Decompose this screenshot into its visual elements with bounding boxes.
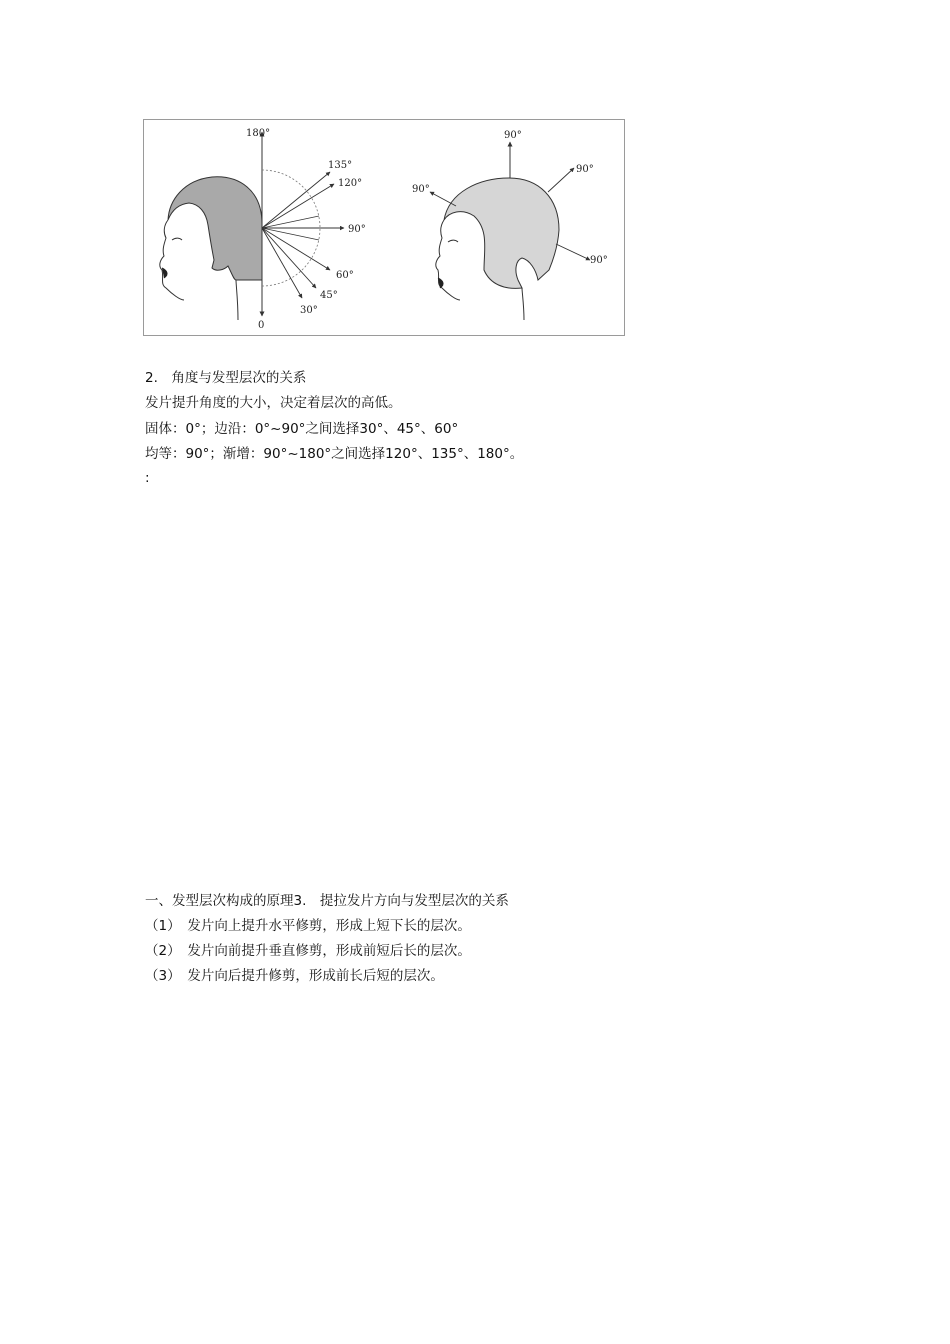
section3-item-2: （2） 发片向前提升垂直修剪，形成前短后长的层次。 xyxy=(145,943,471,959)
right-face-profile xyxy=(436,220,460,300)
label-0: 0 xyxy=(258,320,265,331)
left-eye xyxy=(172,238,182,240)
label-90-lower-right: 90° xyxy=(590,255,608,266)
left-hair-shape xyxy=(168,177,262,280)
label-60: 60° xyxy=(336,270,354,281)
label-90-upper-right: 90° xyxy=(576,164,594,175)
right-hair-shape xyxy=(444,178,559,288)
section3-item-1: （1） 发片向上提升水平修剪，形成上短下长的层次。 xyxy=(145,918,471,934)
left-head xyxy=(160,177,262,320)
left-face-profile xyxy=(160,220,184,300)
left-neck xyxy=(236,280,238,320)
right-eye xyxy=(448,240,458,242)
label-90-top: 90° xyxy=(504,130,522,141)
label-45: 45° xyxy=(320,290,338,301)
label-90: 90° xyxy=(348,224,366,235)
section3-item-3: （3） 发片向后提升修剪，形成前长后短的层次。 xyxy=(145,968,444,984)
label-90-left: 90° xyxy=(412,184,430,195)
label-135: 135° xyxy=(328,160,353,171)
label-180: 180° xyxy=(246,128,271,139)
section2-line-uniform: 均等：90°；渐增：90°~180°之间选择120°、135°、180°。 xyxy=(145,446,524,462)
hair-angle-figure xyxy=(143,119,625,336)
section2-sentence: 发片提升角度的大小，决定着层次的高低。 xyxy=(145,395,402,411)
hair-angle-diagram xyxy=(144,120,624,335)
label-120: 120° xyxy=(338,178,363,189)
section2-colon: : xyxy=(145,470,150,486)
right-neck xyxy=(522,288,524,320)
section3-heading: 一、发型层次构成的原理3. 提拉发片方向与发型层次的关系 xyxy=(145,893,509,909)
right-head xyxy=(436,178,559,320)
label-30: 30° xyxy=(300,305,318,316)
section2-heading: 2. 角度与发型层次的关系 xyxy=(145,370,307,386)
section2-line-solid: 固体：0°；边沿：0°~90°之间选择30°、45°、60° xyxy=(145,421,459,437)
